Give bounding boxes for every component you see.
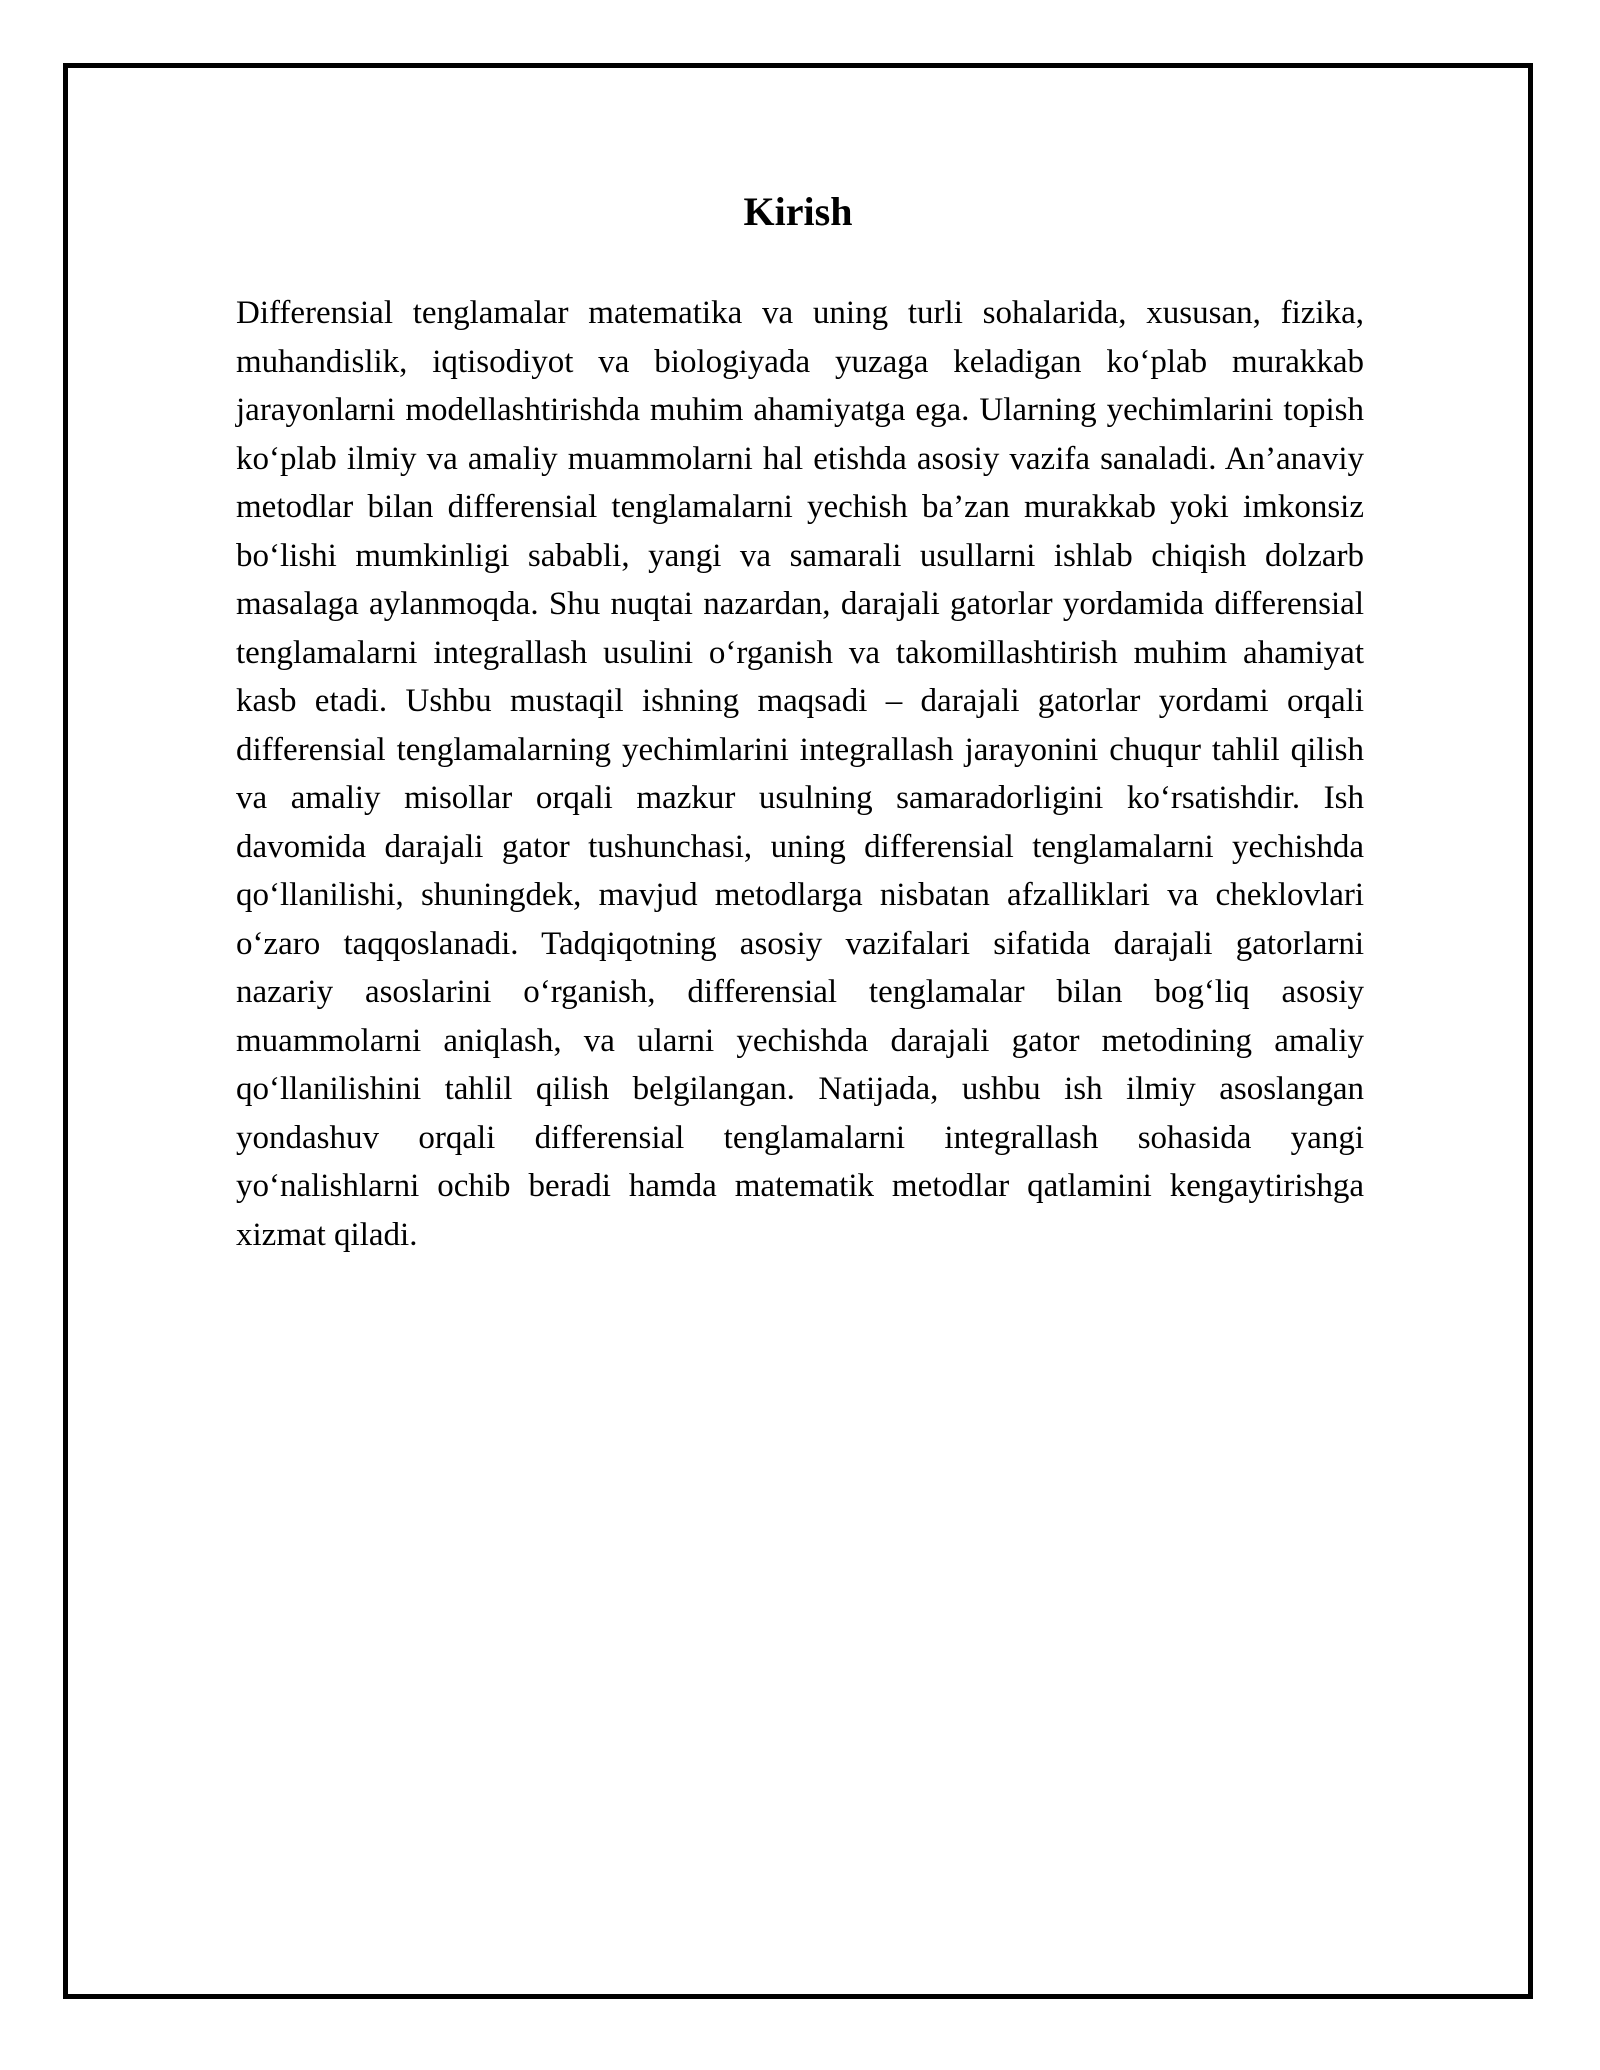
body-paragraph: Differensial tenglamalar matematika va uning turli sohalarida, xususan, fizika, muhandislik, iqtisodiyot va biologiyada yuzaga keladigan ko‘plab murakkab jarayonlarni modellashtirishda muhim ahamiyatga ega. Ularning yechimlarini topish ko‘plab ilmiy va amaliy muammolarni hal etishda asosiy vazifa sanaladi. An’anaviy metodlar bilan differensial tenglamalarni yechish ba’zan murakkab yoki imkonsiz bo‘lishi mumkinligi sababli, yangi va samarali usullarni ishlab chiqish dolzarb masalaga aylanmoqda. Shu nuqtai nazardan, darajali gatorlar yordamida differensial tenglamalarni integrallash usulini o‘rganish va takomillashtirish muhim ahamiyat kasb etadi. Ushbu mustaqil ishning maqsadi – darajali gatorlar yordami orqali differensial tenglamalarning yechimlarini integrallash jarayonini chuqur tahlil qilish va amaliy misollar orqali mazkur usulning samaradorligini ko‘rsatishdir. Ish davomida darajali gator tushunchasi, uning differensial tenglamalarni yechishda qo‘llanilishi, shuningdek, mavjud metodlarga nisbatan afzalliklari va cheklovlari o‘zaro taqqoslanadi. Tadqiqotning asosiy vazifalari sifatida darajali gatorlarni nazariy asoslarini o‘rganish, differensial tenglamalar bilan bog‘liq asosiy muammolarni aniqlash, va ularni yechishda darajali gator metodining amaliy qo‘llanilishini tahlil qilish belgilangan. Natijada, ushbu ish ilmiy asoslangan yondashuv orqali differensial tenglamalarni integrallash sohasida yangi yo‘nalishlarni ochib beradi hamda matematik metodlar qatlamini kengaytirishga xizmat qiladi. (236, 295, 1364, 1253)
page-heading: Kirish (743, 189, 853, 234)
